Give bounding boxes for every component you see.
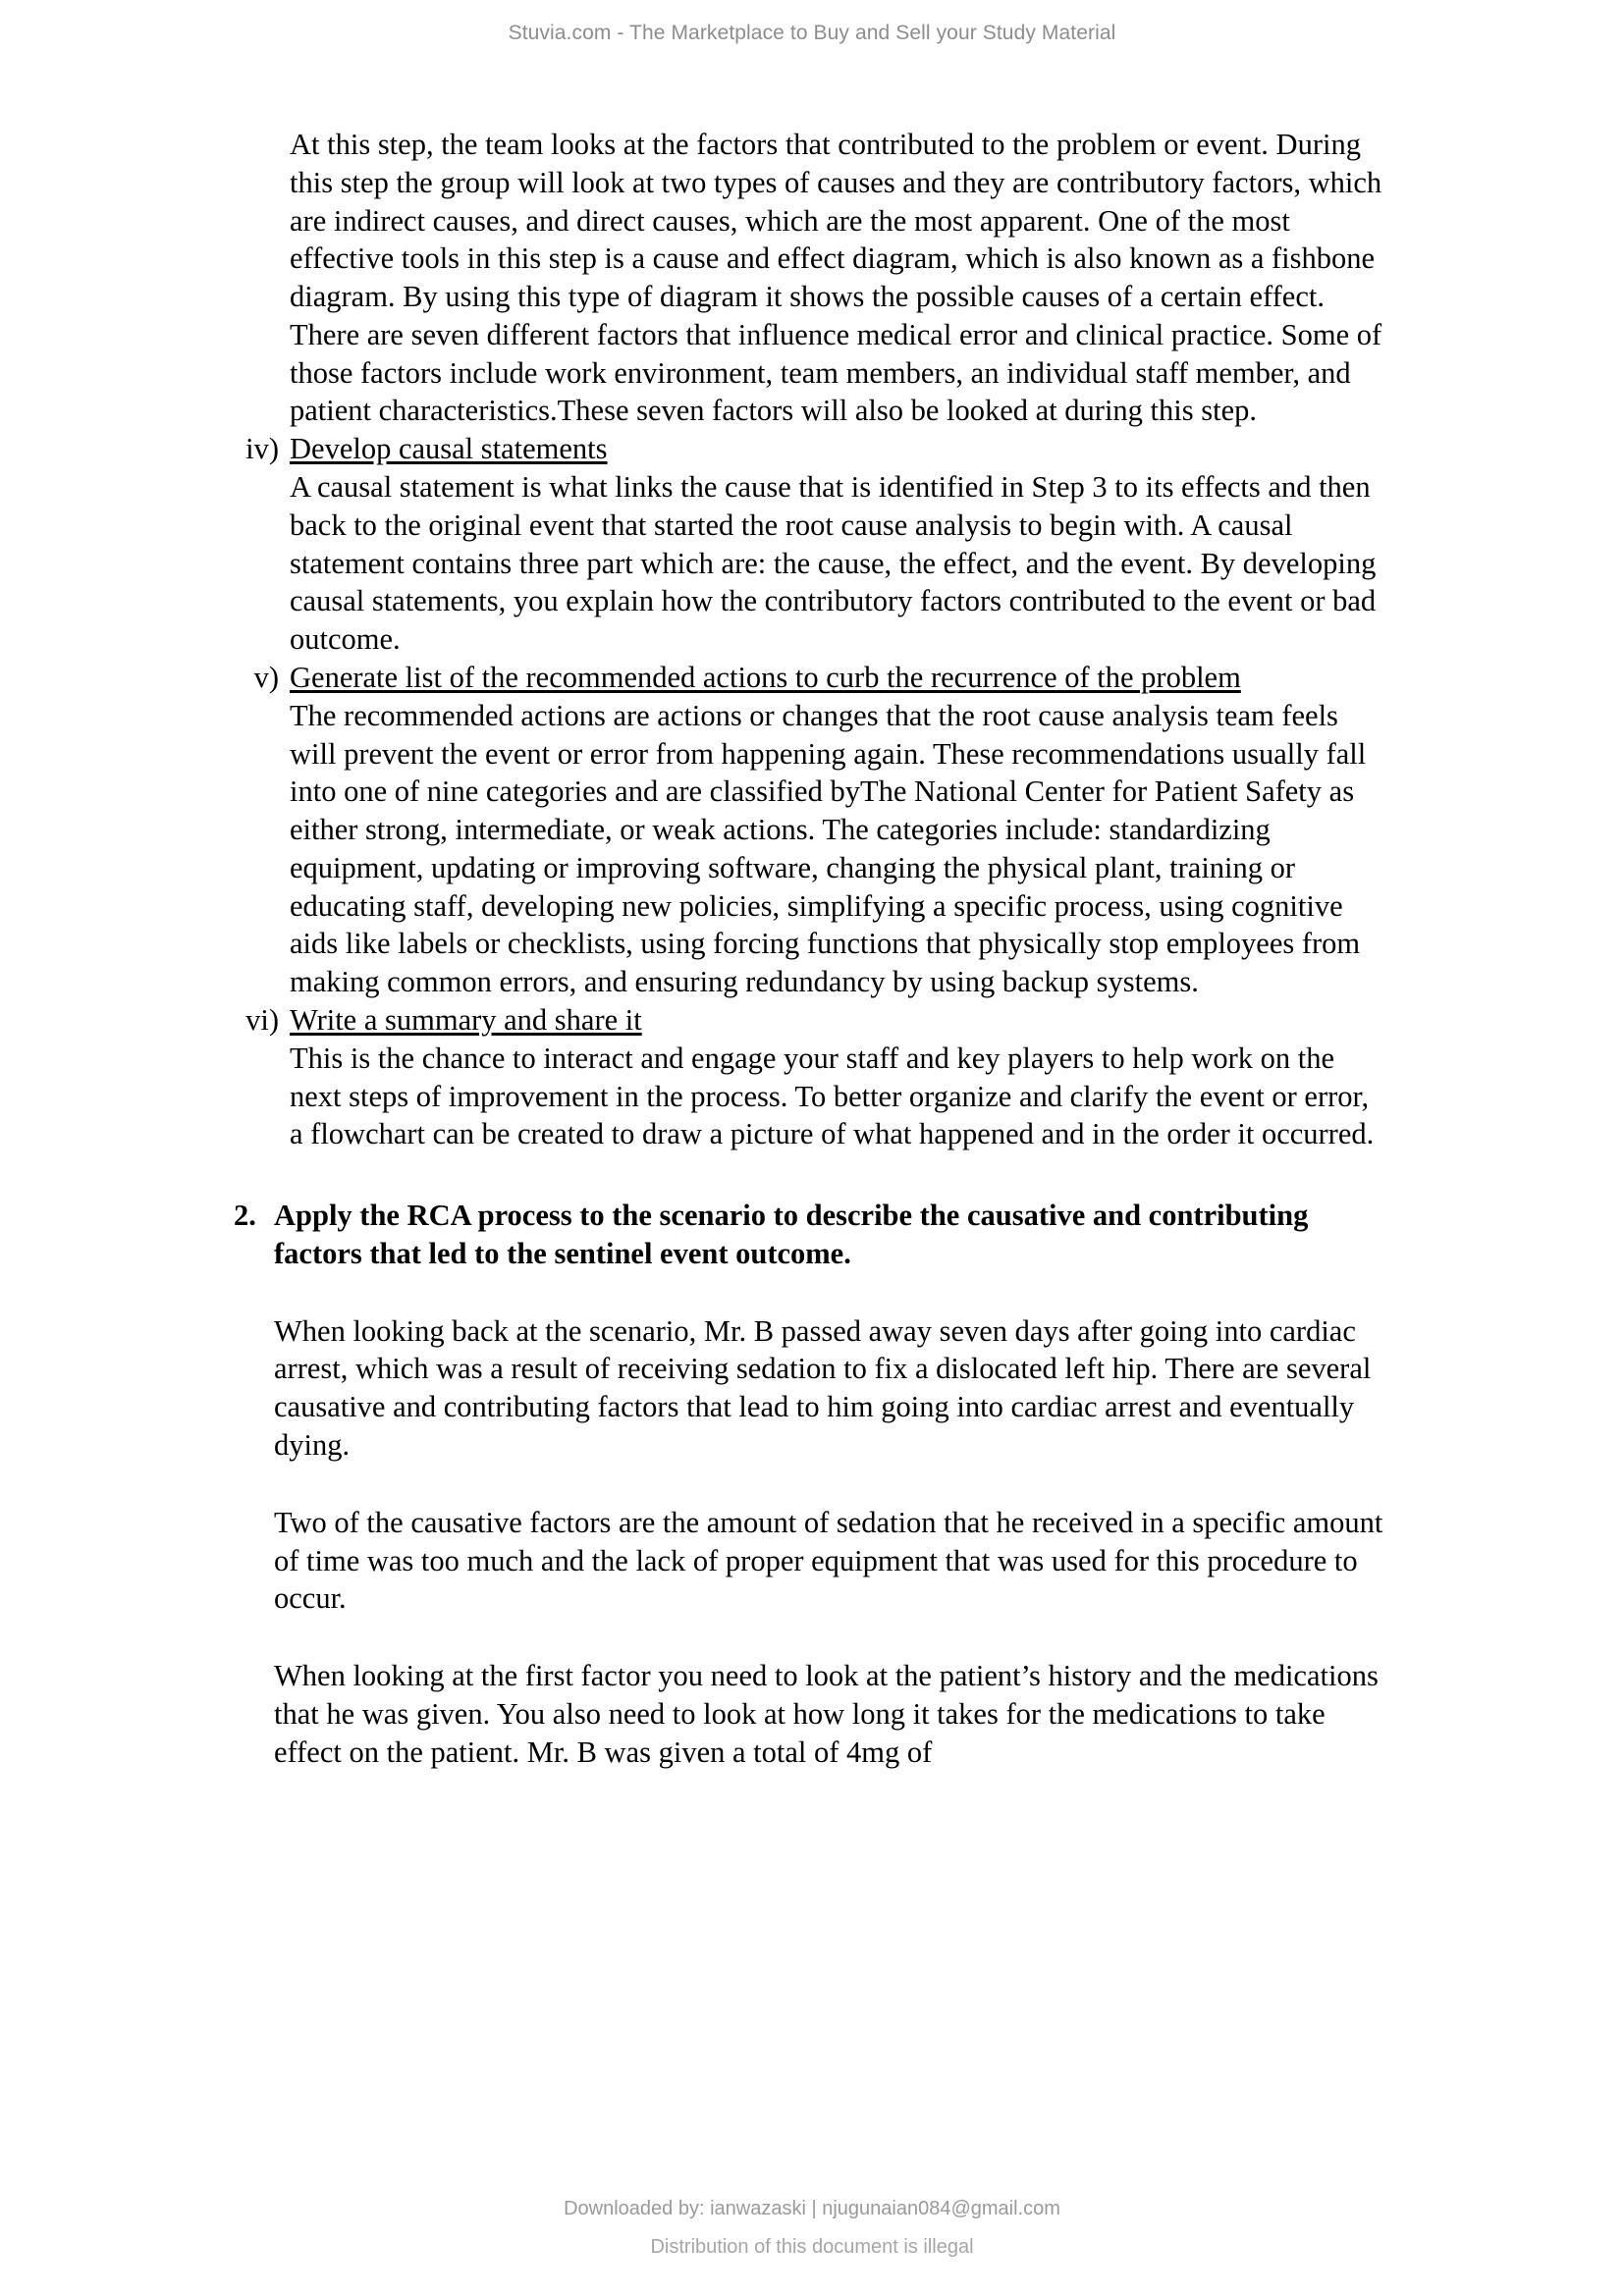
spacer-after-question [234,1273,1387,1312]
spacer-answer-1 [234,1465,1387,1504]
rca-step-vi [234,1001,1387,1153]
stuvia-watermark-footer [0,2198,1624,2259]
rca-step-v-body: The recommended actions are actions or changes that the root cause analysis team feels will prevent the event or error from happening again. These recommendations usually fall into one of nine categories and are classified byThe National Center for Patient Safety as either strong, intermediate, or weak actions. The categories include: standardizing equipment, updating or improving software, changing the physical plant, training or educating staff, developing new policies, simplifying a specific process, using cognitive aids like labels or checklists, using forcing functions that physically stop employees from making common errors, and ensuring redundancy by using backup systems. [290,698,1367,999]
question-list [234,1197,1387,1273]
rca-step-vi-marker: vi) [245,1002,279,1037]
rca-step-iv [234,430,1387,659]
rca-step-vi-body: This is the chance to interact and engage your staff and key players to help work on the next steps of improvement in the process. To better organize and clarify the event or error, a flowchart can be created to draw a picture of what happened and in the order it occurred. [290,1041,1375,1151]
intro-paragraph: At this step, the team looks at the factors that contributed to the problem or event. During this step the group will look at two types of causes and they are contributory factors, which are indirect causes, and direct causes, which are the most apparent. One of the most effective tools in this step is a cause and effect diagram, which is also known as a fishbone diagram. By using this type of diagram it shows the possible causes of a certain effect. There are seven different factors that influence medical error and clinical practice. Some of those factors include work environment, team members, an individual staff member, and patient characteristics.These seven factors will also be looked at during this step. [290,128,1382,428]
rca-step-iv-heading: Develop causal statements [290,432,608,466]
rca-steps-list [234,430,1387,1153]
spacer-answer-2 [234,1618,1387,1657]
downloaded-by-text: Downloaded by: ianwazaski | njugunaian084@gmail.com [564,2198,1060,2219]
question-2-marker: 2. [234,1199,256,1233]
rca-step-vi-heading: Write a summary and share it [290,1002,642,1037]
question-2-text: Apply the RCA process to the scenario to describe the causative and contributing factors that led to the sentinel event outcome. [274,1199,1309,1270]
spacer-before-question [234,1153,1387,1197]
question-2 [234,1197,1387,1273]
answer-paragraph-3: When looking at the first factor you need to look at the patient’s history and the medications that he was given. You also need to look at how long it takes for the medications to take effect on the patient. Mr. B was given a total of 4mg of [274,1659,1379,1769]
answer-paragraph-1: When looking back at the scenario, Mr. B passed away seven days after going into cardiac arrest, which was a result of receiving sedation to fix a dislocated left hip. There are several causative and contributing factors that lead to him going into cardiac arrest and eventually dying. [274,1313,1372,1462]
rca-step-iv-marker: iv) [245,432,279,466]
rca-step-v-heading: Generate list of the recommended actions to curb the recurrence of the problem [290,660,1241,694]
answer-paragraph-2: Two of the causative factors are the amount of sedation that he received in a specific amount of time was too much and the lack of proper equipment that was used for this procedure to occur. [274,1505,1383,1616]
rca-step-v-marker: v) [253,660,279,694]
document-body [234,126,1387,1771]
stuvia-watermark-header: Stuvia.com - The Marketplace to Buy and Sell your Study Material [508,22,1116,44]
distribution-illegal-text: Distribution of this document is illegal [650,2236,974,2258]
rca-step-iv-body: A causal statement is what links the cause that is identified in Step 3 to its effects and then back to the original event that started the root cause analysis to begin with. A causal statement contains three part which are: the cause, the effect, and the event. By developing causal statements, you explain how the contributory factors contributed to the event or bad outcome. [290,470,1377,657]
rca-step-v [234,659,1387,1001]
